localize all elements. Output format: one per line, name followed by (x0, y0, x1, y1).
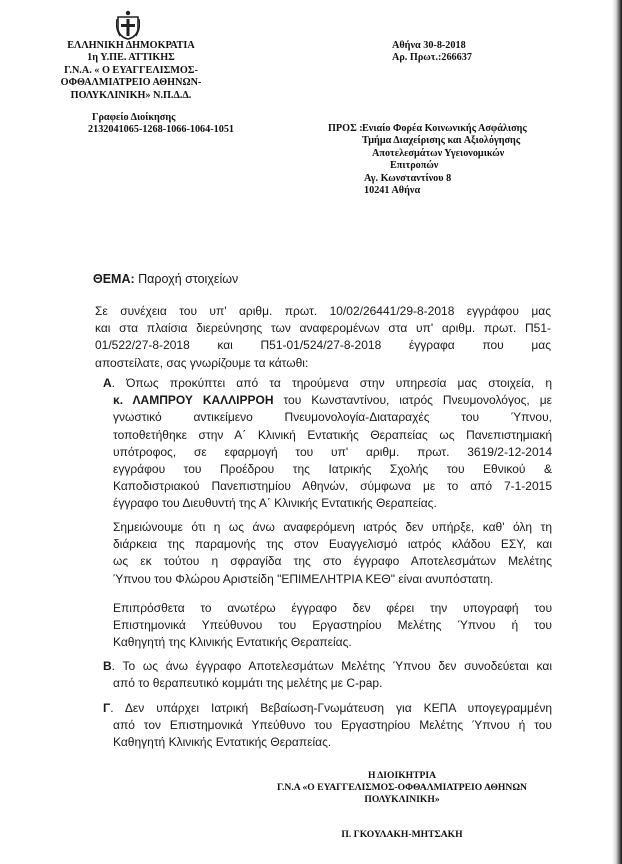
section-a-line: γνωστικό αντικείμενο Πνευμονολογία-Διαταραχές του Ύπνου, (113, 410, 552, 425)
issuer-line: Γ.Ν.Α. « Ο ΕΥΑΓΓΕΛΙΣΜΟΣ- (64, 64, 198, 76)
section-a-text: . Όπως προκύπτει από τα τηρούμενα στην υπηρεσία μας στοιχεία, η (111, 376, 552, 390)
issuer-line: 1η Υ.ΠΕ. ΑΤΤΙΚΗΣ (87, 52, 175, 64)
extra-paragraph (113, 600, 552, 652)
signature-line: ΠΟΛΥΚΛΙΝΙΚΗ» (364, 794, 440, 805)
section-a-line: Καποδιστριακού Πανεπιστημίου Αθηνών, σύμφωνα με το από 7-1-2015 (113, 479, 552, 494)
section-b-first-line (103, 658, 552, 675)
note-line: διάρκεια της παραμονής της στον Ευαγγελισμό ιατρός κλάδου ΕΣΥ, και (113, 537, 552, 552)
section-a-first-line (103, 375, 552, 392)
recipient-line: Αγ. Κωνσταντίνου 8 (364, 172, 452, 184)
section-b-text: . Το ως άνω έγγραφο Αποτελεσμάτων Μελέτης Ύπνου δεν συνοδεύεται και (111, 659, 552, 673)
section-a-name-line (103, 392, 552, 409)
extra-line: Καθηγητή της Κλινικής Εντατικής Θεραπείας. (113, 635, 352, 650)
date-block (392, 40, 472, 65)
section-c (103, 700, 552, 752)
issuer-line: ΟΦΘΑΛΜΙΑΤΡΕΙΟ ΑΘΗΝΩΝ- (60, 77, 202, 89)
section-a-line: υπότροφος, σε εφαρμογή του υπ' αριθμ. πρωτ. 3619/2-12-2014 (113, 444, 552, 459)
intro-paragraph (95, 303, 551, 372)
intro-line: Σε συνέχεια του υπ' αριθμ. πρωτ. 10/02/26441/29-8-2018 εγγράφου μας (95, 304, 551, 318)
section-b-line: από το θεραπευτικό κομμάτι της μελέτης με C-pap. (113, 676, 383, 691)
recipient-line: Τμήμα Διαχείρισης και Αξιολόγησης (362, 135, 521, 147)
protocol-number: Αρ. Πρωτ.:266637 (392, 52, 472, 64)
section-a (103, 375, 552, 513)
issuer-block (56, 40, 206, 102)
section-a-line: εγγράφου του Προέδρου της Ιατρικής Σχολής του Εθνικού & (113, 462, 552, 477)
subject-line (93, 272, 238, 286)
section-c-line: Καθηγητή Κλινικής Εντατικής Θεραπείας. (113, 735, 332, 750)
office-phones: 2132041065-1268-1066-1064-1051 (88, 124, 235, 136)
note-line: Σημειώνουμε ότι η ως άνω αναφερόμενη ιατρός δεν υπήρξε, καθ' όλη τη (113, 520, 552, 534)
recipient-label: ΠΡΟΣ : (328, 123, 363, 134)
section-a-letter: Α (103, 376, 112, 390)
extra-line: Επιπρόσθετα το ανωτέρω έγγραφο δεν φέρει την υπογραφή του (113, 601, 552, 615)
issuer-line: ΠΟΛΥΚΛΙΝΙΚΗ» Ν.Π.Δ.Δ. (70, 89, 192, 101)
signature-line: Γ.Ν.Α «Ο ΕΥΑΓΓΕΛΙΣΜΟΣ-ΟΦΘΑΛΜΙΑΤΡΕΙΟ ΑΘΗΝΩΝ (277, 782, 527, 793)
issuer-line: ΕΛΛΗΝΙΚΗ ΔΗΜΟΚΡΑΤΙΑ (67, 40, 195, 51)
note-paragraph (113, 519, 552, 588)
subject-text: Παροχή στοιχείων (138, 272, 239, 286)
coat-of-arms-icon (116, 10, 140, 40)
section-a-line: έγγραφο του Διευθυντή της Α΄ Κλινικής Εντατικής Θεραπείας. (113, 496, 437, 511)
subject-label: ΘΕΜΑ: (93, 272, 135, 286)
signature-block (262, 770, 542, 806)
intro-line: αποστείλατε, σας γνωρίζουμε τα κάτωθι: (95, 355, 309, 370)
recipient-line: 10241 Αθήνα (364, 185, 421, 197)
recipient-line: Επιτροπών (390, 160, 439, 172)
extra-line: Επιστημονικά Υπεύθυνου του Εργαστηρίου Μελέτης Ύπνου ή του (113, 618, 552, 633)
section-b (103, 658, 552, 692)
recipient-block (362, 123, 527, 197)
note-line: Ύπνου του Φλώρου Αριστείδη "ΕΠΙΜΕΛΗΤΡΙΑ ΚΕΘ" είναι ανυπόστατη. (113, 571, 494, 586)
office-block (88, 112, 235, 137)
document-date: Αθήνα 30-8-2018 (392, 40, 466, 51)
signatory-name: Π. ΓΚΟΥΛΑΚΗ-ΜΗΤΣΑΚΗ (341, 829, 463, 840)
person-name: κ. ΛΑΜΠΡΟΥ ΚΑΛΛΙΡΡΟΗ (113, 393, 274, 408)
section-c-letter: Γ (103, 701, 111, 715)
section-a-text: του Κωνσταντίνου, ιατρός Πνευμονολόγος, με (273, 393, 552, 408)
section-a-body (103, 409, 552, 512)
intro-line: και στα πλαίσια διερεύνησης των αναφερομένων στα υπ' αριθμ. πρωτ. Π51- (95, 321, 551, 336)
section-a-line: τοποθετήθηκε στην Α΄ Κλινική Εντατικής Θεραπείας ως Πανεπιστημιακή (113, 427, 552, 442)
section-c-line: από τον Επιστημονικά Υπεύθυνο του Εργαστηρίου Μελέτης Ύπνου ή του (113, 718, 552, 733)
scan-edge-shadow (612, 0, 622, 864)
office-name: Γραφείο Διοίκησης (92, 112, 176, 123)
note-line: ως εκ τούτου η σφραγίδα της στο έγγραφο Αποτελεσμάτων Μελέτης (113, 554, 552, 569)
recipient-line: Αποτελεσμάτων Υγειονομικών (372, 147, 505, 159)
recipient-line: Ενιαίο Φορέα Κοινωνικής Ασφάλισης (362, 123, 527, 134)
section-c-first-line (103, 700, 552, 717)
intro-line: 01/522/27-8-2018 και Π51-01/524/27-8-2018 έγγραφα που μας (95, 338, 551, 353)
section-b-letter: Β (103, 659, 112, 673)
signature-line: Η ΔΙΟΙΚΗΤΡΙΑ (367, 770, 437, 781)
section-c-text: . Δεν υπάρχει Ιατρική Βεβαίωση-Γνωμάτευση για ΚΕΠΑ υπογεγραμμένη (110, 701, 552, 715)
